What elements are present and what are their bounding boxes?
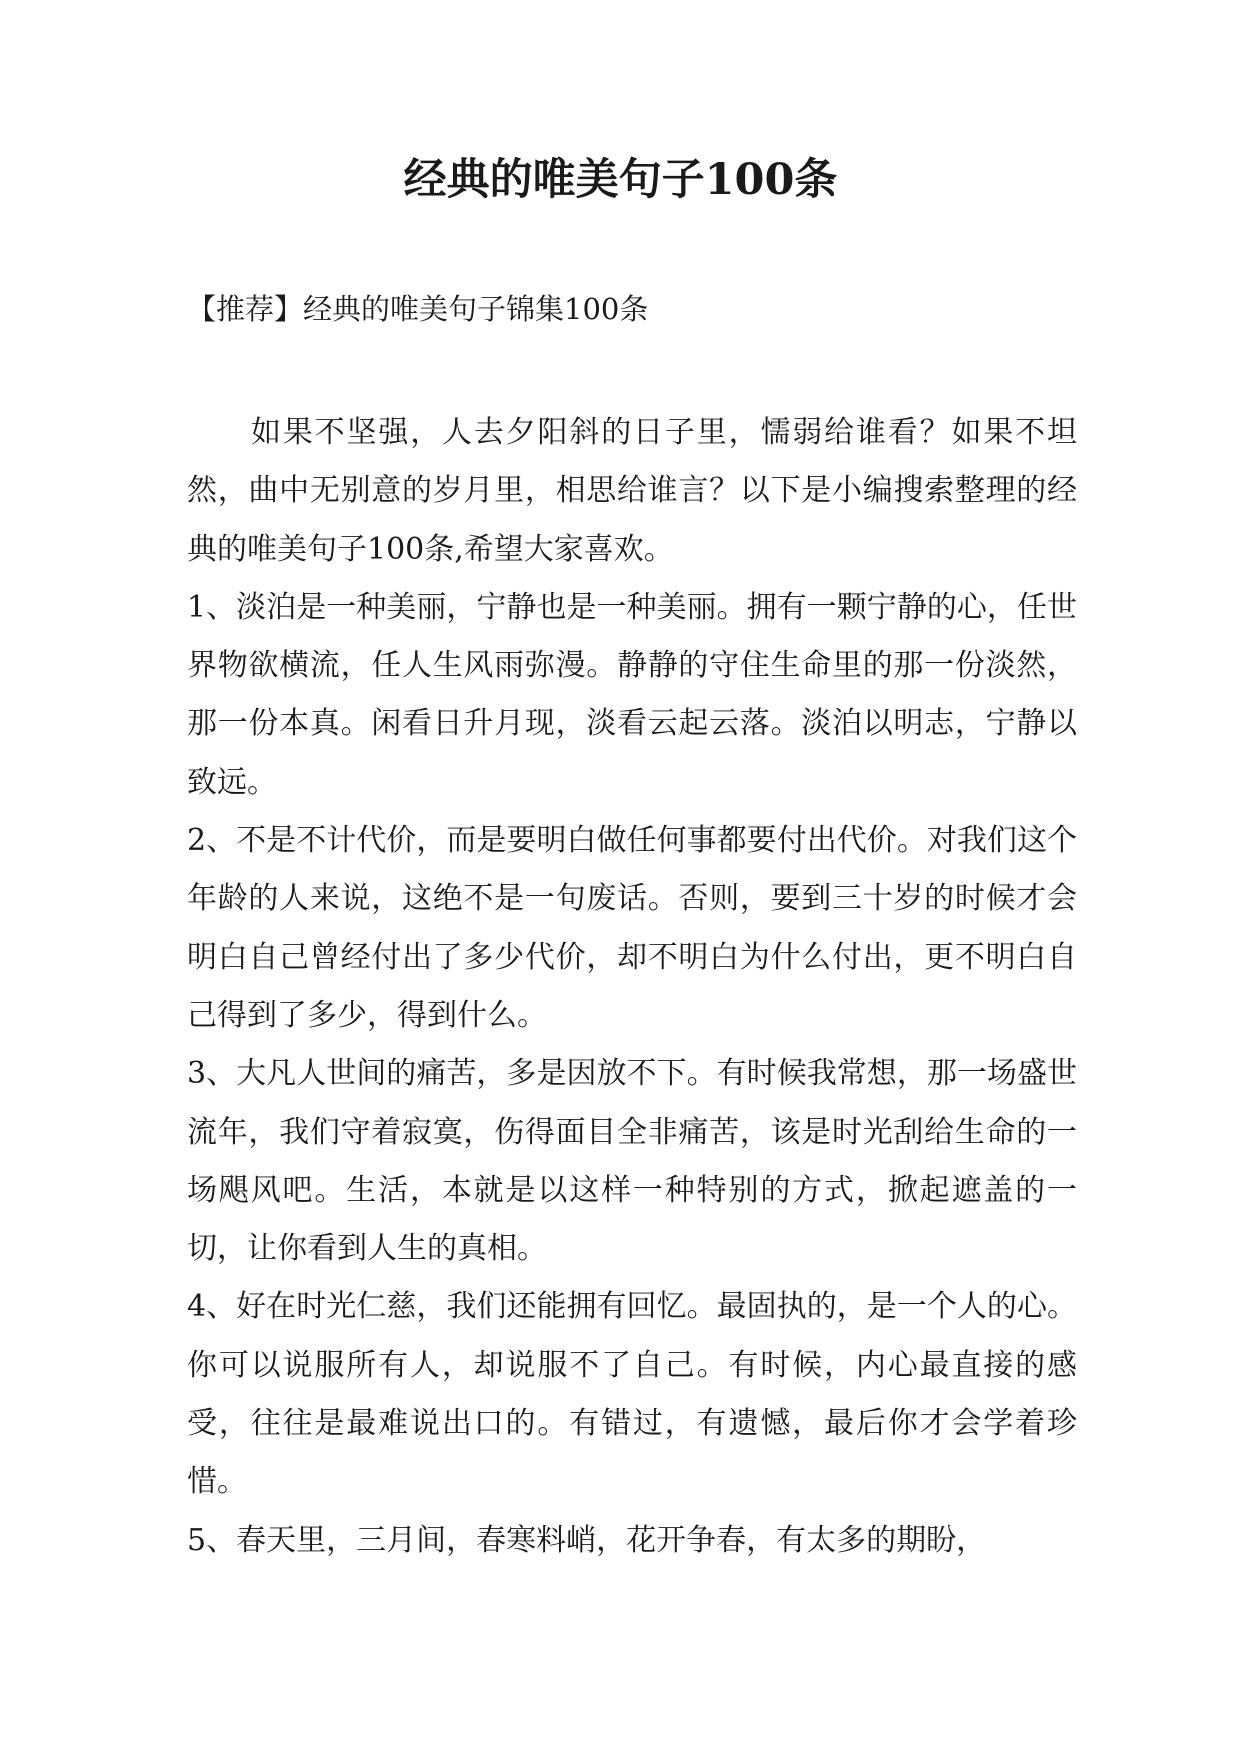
- document-subtitle: 【推荐】经典的唯美句子锦集100条: [187, 292, 649, 326]
- document-body: [187, 404, 1077, 1570]
- intro-paragraph: 如果不坚强，人去夕阳斜的日子里，懦弱给谁看？如果不坦然，曲中无别意的岁月里，相思给谁言？以下是小编搜索整理的经典的唯美句子100条,希望大家喜欢。: [187, 415, 1077, 567]
- list-item: 4、好在时光仁慈，我们还能拥有回忆。最固执的，是一个人的心。你可以说服所有人，却说服不了自己。有时候，内心最直接的感受，往往是最难说出口的。有错过，有遗憾，最后你才会学着珍惜。: [187, 1289, 1077, 1500]
- list-item: 3、大凡人世间的痛苦，多是因放不下。有时候我常想，那一场盛世流年，我们守着寂寞，伤得面目全非痛苦，该是时光刮给生命的一场飓风吧。生活，本就是以这样一种特别的方式，掀起遮盖的一切，让你看到人生的真相。: [187, 1056, 1077, 1267]
- list-item: 5、春天里，三月间，春寒料峭，花开争春，有太多的期盼，: [187, 1522, 987, 1558]
- document-title: 经典的唯美句子100条: [403, 155, 838, 205]
- list-item: 2、不是不计代价，而是要明白做任何事都要付出代价。对我们这个年龄的人来说，这绝不是一句废话。否则，要到三十岁的时候才会明白自己曾经付出了多少代价，却不明白为什么付出，更不明白自己得到了多少，得到什么。: [187, 823, 1077, 1033]
- list-item: 1、淡泊是一种美丽，宁静也是一种美丽。拥有一颗宁静的心，任世界物欲横流，任人生风雨弥漫。静静的守住生命里的那一份淡然，那一份本真。闲看日升月现，淡看云起云落。淡泊以明志，宁静以致远。: [187, 589, 1077, 800]
